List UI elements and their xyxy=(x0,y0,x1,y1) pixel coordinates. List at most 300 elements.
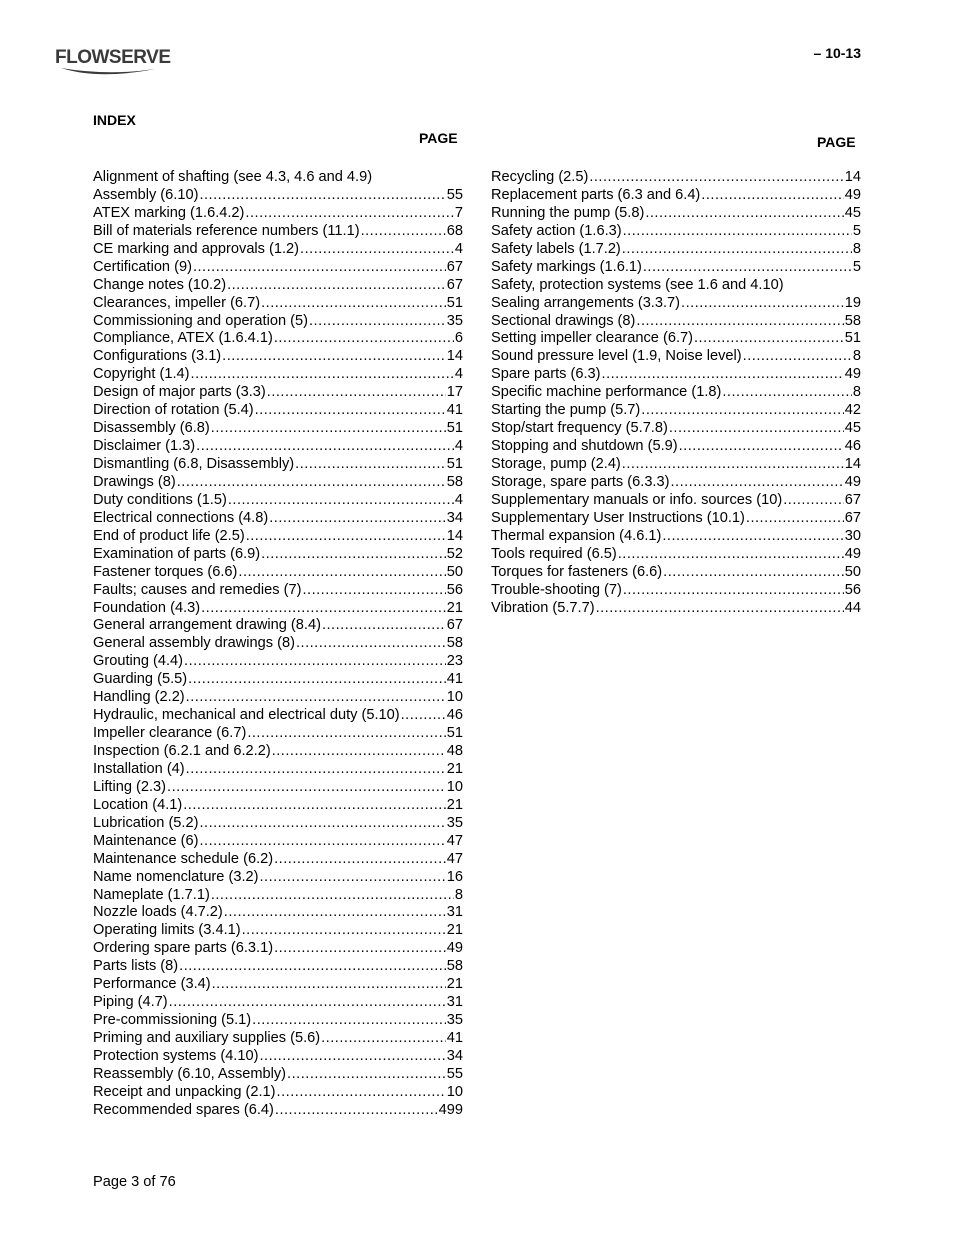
index-entry-page: 14 xyxy=(844,169,861,185)
index-entry-label: Piping (4.7) xyxy=(93,994,168,1011)
index-entry xyxy=(491,420,861,438)
index-entry xyxy=(491,492,861,510)
index-entry xyxy=(93,617,463,635)
index-entry-page: 35 xyxy=(446,1012,463,1029)
index-entry xyxy=(93,725,463,743)
index-entry-label: Configurations (3.1) xyxy=(93,348,222,365)
index-entry-page: 51 xyxy=(446,456,463,472)
dot-leader xyxy=(212,976,446,992)
index-entry-page: 56 xyxy=(844,581,861,598)
index-entry xyxy=(491,241,861,259)
index-entry-page: 47 xyxy=(446,832,463,849)
index-entry-page: 34 xyxy=(446,509,463,526)
dot-leader xyxy=(224,904,446,920)
index-entry-page: 42 xyxy=(844,402,861,419)
dot-leader xyxy=(321,1030,446,1046)
index-entry-page: 49 xyxy=(844,186,861,203)
index-entry-page: 51 xyxy=(844,330,861,347)
index-entry xyxy=(491,402,861,420)
index-entry-page: 56 xyxy=(446,581,463,598)
index-entry-page: 58 xyxy=(844,312,861,329)
index-entry-label: Storage, pump (2.4) xyxy=(491,456,621,472)
index-entry xyxy=(93,366,463,384)
index-entry-label: Specific machine performance (1.8) xyxy=(491,384,722,401)
dot-leader xyxy=(287,1066,446,1082)
index-entry xyxy=(93,420,463,438)
index-entry-label: Handling (2.2) xyxy=(93,689,185,706)
index-entry xyxy=(93,277,463,295)
index-entry xyxy=(93,582,463,600)
index-entry-label: Storage, spare parts (6.3.3) xyxy=(491,473,670,490)
index-entry-label: Supplementary manuals or info. sources (10) xyxy=(491,491,783,508)
index-entry xyxy=(93,169,463,187)
index-entry xyxy=(491,582,861,600)
index-entry xyxy=(491,259,861,277)
index-entry-label: Safety labels (1.7.2) xyxy=(491,240,621,257)
index-entry-label: Stop/start frequency (5.7.8) xyxy=(491,420,668,437)
dot-leader xyxy=(622,456,844,472)
index-entry-label: Ordering spare parts (6.3.1) xyxy=(93,940,274,957)
index-entry-label: General arrangement drawing (8.4) xyxy=(93,617,321,634)
index-entry-page: 8 xyxy=(852,348,861,365)
index-entry xyxy=(93,600,463,618)
index-entry-label: End of product life (2.5) xyxy=(93,527,245,544)
page-column-header-left: PAGE xyxy=(419,130,458,146)
dot-leader xyxy=(322,617,446,633)
index-column-right xyxy=(491,169,861,617)
index-entry-label: CE marking and approvals (1.2) xyxy=(93,240,300,257)
index-entry-label: Direction of rotation (5.4) xyxy=(93,402,254,419)
dot-leader xyxy=(199,833,445,849)
index-entry-label: Starting the pump (5.7) xyxy=(491,402,641,419)
index-entry-label: Performance (3.4) xyxy=(93,976,211,993)
dot-leader xyxy=(238,564,445,580)
index-entry-label: Examination of parts (6.9) xyxy=(93,545,261,562)
index-entry-page: 8 xyxy=(852,384,861,401)
dot-leader xyxy=(277,1084,446,1100)
index-entry xyxy=(93,384,463,402)
index-entry-page: 4 xyxy=(454,366,463,383)
index-entry-label: Priming and auxiliary supplies (5.6) xyxy=(93,1030,321,1046)
index-entry-page: 8 xyxy=(852,240,861,257)
index-entry-label: Maintenance (6) xyxy=(93,832,199,849)
index-entry xyxy=(491,600,861,618)
index-entry-label: Location (4.1) xyxy=(93,796,183,813)
index-entry-page: 51 xyxy=(446,725,463,742)
index-entry-label: Disclaimer (1.3) xyxy=(93,438,196,455)
document-reference: – 10-13 xyxy=(813,45,861,61)
index-entry xyxy=(491,510,861,528)
dot-leader xyxy=(211,887,454,903)
dot-leader xyxy=(179,958,446,974)
index-entry-label: Tools required (6.5) xyxy=(491,545,617,562)
index-entry-label: Pre-commissioning (5.1) xyxy=(93,1012,252,1029)
index-entry xyxy=(93,438,463,456)
index-entry-label: Disassembly (6.8) xyxy=(93,420,210,437)
index-entry xyxy=(491,384,861,402)
index-entry xyxy=(491,205,861,223)
index-entry-page: 499 xyxy=(438,1101,463,1118)
index-entry-page: 35 xyxy=(446,312,463,329)
index-entry xyxy=(93,869,463,887)
index-entry-label: Trouble-shooting (7) xyxy=(491,581,622,598)
index-entry-label: Lubrication (5.2) xyxy=(93,814,199,831)
index-entry-label: Compliance, ATEX (1.6.4.1) xyxy=(93,330,273,347)
dot-leader xyxy=(186,689,446,705)
index-entry xyxy=(93,1084,463,1102)
index-entry-label: Sectional drawings (8) xyxy=(491,312,636,329)
index-entry xyxy=(93,743,463,761)
index-entry-page: 34 xyxy=(446,1047,463,1064)
index-entry xyxy=(93,887,463,905)
index-entry xyxy=(491,223,861,241)
index-entry xyxy=(491,348,861,366)
index-entry xyxy=(93,492,463,510)
logo-wordmark: FLOWSERVE xyxy=(55,47,171,68)
dot-leader xyxy=(618,546,844,562)
index-entry xyxy=(491,313,861,331)
dot-leader xyxy=(242,922,446,938)
index-entry-label: Installation (4) xyxy=(93,760,185,777)
dot-leader xyxy=(670,474,843,490)
index-entry xyxy=(93,635,463,653)
index-entry xyxy=(93,994,463,1012)
index-entry-label: Guarding (5.5) xyxy=(93,671,188,688)
index-entry-label: Drawings (8) xyxy=(93,473,176,490)
index-entry-page: 51 xyxy=(446,420,463,437)
index-entry-label: Operating limits (3.4.1) xyxy=(93,922,241,939)
index-entry-label: Electrical connections (4.8) xyxy=(93,509,269,526)
index-entry-page: 21 xyxy=(446,796,463,813)
dot-leader xyxy=(636,313,843,329)
index-entry-label: Sound pressure level (1.9, Noise level) xyxy=(491,348,742,365)
index-entry-label: Design of major parts (3.3) xyxy=(93,384,266,401)
index-entry-label: Protection systems (4.10) xyxy=(93,1047,259,1064)
index-entry-label: Fastener torques (6.6) xyxy=(93,563,238,580)
index-entry xyxy=(93,1030,463,1048)
index-entry-label: Maintenance schedule (6.2) xyxy=(93,850,274,867)
index-entry-label: Running the pump (5.8) xyxy=(491,204,645,221)
index-entry-label: Certification (9) xyxy=(93,258,192,275)
index-entry xyxy=(93,295,463,313)
index-entry-page: 49 xyxy=(446,940,463,957)
index-entry xyxy=(93,474,463,492)
dot-leader xyxy=(184,653,446,669)
index-entry xyxy=(93,797,463,815)
dot-leader xyxy=(267,384,446,400)
index-entry-label: Duty conditions (1.5) xyxy=(93,491,227,508)
index-entry-page: 6 xyxy=(454,330,463,347)
dot-leader xyxy=(211,420,446,436)
index-entry-label: Spare parts (6.3) xyxy=(491,366,601,383)
dot-leader xyxy=(247,725,445,741)
index-entry xyxy=(93,958,463,976)
index-entry-page: 21 xyxy=(446,976,463,993)
index-entry xyxy=(93,976,463,994)
index-entry-label: Impeller clearance (6.7) xyxy=(93,725,247,742)
dot-leader xyxy=(177,474,446,490)
index-entry-page: 10 xyxy=(446,778,463,795)
index-entry xyxy=(491,546,861,564)
dot-leader xyxy=(641,402,844,418)
dot-leader xyxy=(252,1012,446,1028)
index-entry-page: 50 xyxy=(844,563,861,580)
index-entry-page: 31 xyxy=(446,994,463,1011)
index-entry xyxy=(491,277,861,295)
index-entry xyxy=(93,1012,463,1030)
index-entry-page: 46 xyxy=(446,707,463,724)
index-entry xyxy=(93,330,463,348)
index-entry-page: 58 xyxy=(446,635,463,652)
index-entry xyxy=(93,259,463,277)
index-entry-page: 55 xyxy=(446,186,463,203)
index-entry-label: General assembly drawings (8) xyxy=(93,635,295,652)
index-entry-label: Alignment of shafting (see 4.3, 4.6 and 4.9) xyxy=(93,169,373,185)
index-entry-page: 23 xyxy=(446,653,463,670)
index-entry-label: Safety markings (1.6.1) xyxy=(491,258,642,275)
dot-leader xyxy=(663,564,844,580)
index-entry-page: 67 xyxy=(446,276,463,293)
index-entry-label: Hydraulic, mechanical and electrical duty (5.10) xyxy=(93,707,400,724)
flowserve-logo xyxy=(55,48,171,80)
index-entry-label: Grouting (4.4) xyxy=(93,653,184,670)
dot-leader xyxy=(645,205,843,221)
index-entry-label: Dismantling (6.8, Disassembly) xyxy=(93,456,295,472)
dot-leader xyxy=(246,528,446,544)
dot-leader xyxy=(191,366,454,382)
dot-leader xyxy=(255,402,446,418)
index-entry-page: 45 xyxy=(844,420,861,437)
index-entry xyxy=(93,689,463,707)
dot-leader xyxy=(300,241,454,257)
index-entry xyxy=(491,330,861,348)
index-entry-page: 5 xyxy=(852,258,861,275)
dot-leader xyxy=(783,492,844,508)
dot-leader xyxy=(196,438,454,454)
dot-leader xyxy=(188,671,446,687)
dot-leader xyxy=(669,420,844,436)
index-entry xyxy=(93,707,463,725)
index-entry xyxy=(93,833,463,851)
index-entry-page: 55 xyxy=(446,1065,463,1082)
index-entry-label: Thermal expansion (4.6.1) xyxy=(491,527,662,544)
index-entry-label: Nameplate (1.7.1) xyxy=(93,886,210,903)
index-entry-page: 30 xyxy=(844,527,861,544)
index-entry-page: 68 xyxy=(446,222,463,239)
index-entry-page: 7 xyxy=(454,204,463,221)
index-entry xyxy=(93,187,463,205)
index-entry xyxy=(491,456,861,474)
index-entry-label: Safety, protection systems (see 1.6 and 4.10) xyxy=(491,276,784,293)
index-entry xyxy=(93,815,463,833)
index-entry-label: Clearances, impeller (6.7) xyxy=(93,294,261,311)
index-entry-page: 50 xyxy=(446,563,463,580)
index-entry xyxy=(93,313,463,331)
dot-leader xyxy=(169,994,446,1010)
dot-leader xyxy=(296,635,446,651)
index-entry-label: Bill of materials reference numbers (11.1) xyxy=(93,222,360,239)
dot-leader xyxy=(302,582,445,598)
dot-leader xyxy=(596,600,844,616)
index-column-left xyxy=(93,169,463,1120)
index-entry-label: Name nomenclature (3.2) xyxy=(93,868,259,885)
index-entry-page: 14 xyxy=(844,456,861,472)
index-entry xyxy=(491,169,861,187)
dot-leader xyxy=(643,259,852,275)
dot-leader xyxy=(681,295,844,311)
index-entry-label: Change notes (10.2) xyxy=(93,276,227,293)
index-entry-page: 51 xyxy=(446,294,463,311)
dot-leader xyxy=(694,330,844,346)
dot-leader xyxy=(743,348,852,364)
index-entry-page: 17 xyxy=(446,384,463,401)
dot-leader xyxy=(228,492,454,508)
index-entry-page: 19 xyxy=(844,294,861,311)
index-entry-page: 67 xyxy=(446,617,463,634)
index-entry xyxy=(491,438,861,456)
index-entry xyxy=(93,528,463,546)
index-entry-page: 41 xyxy=(446,671,463,688)
index-entry-page: 10 xyxy=(446,689,463,706)
dot-leader xyxy=(589,169,843,185)
index-entry-page: 49 xyxy=(844,366,861,383)
index-entry xyxy=(491,474,861,492)
index-entry-page: 21 xyxy=(446,760,463,777)
index-entry xyxy=(93,546,463,564)
index-entry-label: Stopping and shutdown (5.9) xyxy=(491,438,678,455)
dot-leader xyxy=(309,313,446,329)
index-entry-label: Setting impeller clearance (6.7) xyxy=(491,330,693,347)
index-entry-label: Faults; causes and remedies (7) xyxy=(93,581,302,598)
index-entry-page: 47 xyxy=(446,850,463,867)
dot-leader xyxy=(227,277,446,293)
index-entry-page: 8 xyxy=(454,886,463,903)
index-entry xyxy=(93,1066,463,1084)
index-entry xyxy=(93,761,463,779)
index-entry-label: Copyright (1.4) xyxy=(93,366,190,383)
index-entry-page: 35 xyxy=(446,814,463,831)
index-entry-page: 45 xyxy=(844,204,861,221)
dot-leader xyxy=(622,241,852,257)
dot-leader xyxy=(222,348,446,364)
index-entry-page: 4 xyxy=(454,491,463,508)
dot-leader xyxy=(295,456,446,472)
index-entry-label: Supplementary User Instructions (10.1) xyxy=(491,509,745,526)
index-entry-label: Replacement parts (6.3 and 6.4) xyxy=(491,186,701,203)
index-entry xyxy=(93,940,463,958)
index-entry xyxy=(93,653,463,671)
index-entry-label: Recycling (2.5) xyxy=(491,169,589,185)
dot-leader xyxy=(193,259,446,275)
index-entry xyxy=(93,1048,463,1066)
dot-leader xyxy=(274,940,446,956)
index-entry-page: 67 xyxy=(844,491,861,508)
index-entry-label: Parts lists (8) xyxy=(93,958,179,975)
index-entry-label: ATEX marking (1.6.4.2) xyxy=(93,204,245,221)
dot-leader xyxy=(623,223,852,239)
index-title: INDEX xyxy=(93,112,136,128)
index-entry xyxy=(491,366,861,384)
dot-leader xyxy=(274,330,454,346)
index-entry xyxy=(93,241,463,259)
index-entry xyxy=(93,779,463,797)
index-entry-page: 14 xyxy=(446,348,463,365)
dot-leader xyxy=(245,205,453,221)
dot-leader xyxy=(269,510,446,526)
dot-leader xyxy=(201,600,446,616)
index-entry-page: 4 xyxy=(454,240,463,257)
dot-leader xyxy=(199,187,445,203)
index-entry-page: 48 xyxy=(446,743,463,759)
dot-leader xyxy=(662,528,843,544)
index-entry xyxy=(93,564,463,582)
dot-leader xyxy=(259,1048,445,1064)
index-entry xyxy=(491,295,861,313)
dot-leader xyxy=(679,438,844,454)
index-entry-label: Assembly (6.10) xyxy=(93,186,199,203)
dot-leader xyxy=(183,797,446,813)
index-entry-label: Recommended spares (6.4) xyxy=(93,1101,274,1118)
index-entry-label: Torques for fasteners (6.6) xyxy=(491,563,663,580)
index-entry xyxy=(491,528,861,546)
dot-leader xyxy=(261,546,446,562)
index-entry xyxy=(491,564,861,582)
index-entry-label: Commissioning and operation (5) xyxy=(93,312,308,329)
index-entry xyxy=(93,904,463,922)
index-entry-label: Sealing arrangements (3.3.7) xyxy=(491,294,681,311)
dot-leader xyxy=(722,384,852,400)
index-entry-label: Nozzle loads (4.7.2) xyxy=(93,904,223,921)
index-entry-page: 31 xyxy=(446,904,463,921)
index-entry-label: Safety action (1.6.3) xyxy=(491,222,622,239)
dot-leader xyxy=(275,1102,438,1118)
index-entry xyxy=(93,851,463,869)
dot-leader xyxy=(274,851,446,867)
index-entry-page: 58 xyxy=(446,473,463,490)
index-entry-page: 10 xyxy=(446,1083,463,1100)
dot-leader xyxy=(746,510,844,526)
index-entry-label: Foundation (4.3) xyxy=(93,599,201,616)
index-entry xyxy=(93,348,463,366)
dot-leader xyxy=(602,366,844,382)
index-entry-page: 58 xyxy=(446,958,463,975)
index-entry-page: 67 xyxy=(844,509,861,526)
index-entry-page: 67 xyxy=(446,258,463,275)
index-entry-page: 41 xyxy=(446,1030,463,1046)
index-entry-label: Receipt and unpacking (2.1) xyxy=(93,1083,276,1100)
dot-leader xyxy=(623,582,844,598)
index-entry-label: Vibration (5.7.7) xyxy=(491,599,595,616)
index-entry-page: 49 xyxy=(844,473,861,490)
dot-leader xyxy=(401,707,446,723)
dot-leader xyxy=(186,761,446,777)
index-entry-page: 49 xyxy=(844,545,861,562)
index-entry-label: Lifting (2.3) xyxy=(93,778,167,795)
index-entry xyxy=(93,402,463,420)
dot-leader xyxy=(701,187,843,203)
index-entry-label: Inspection (6.2.1 and 6.2.2) xyxy=(93,743,271,759)
index-entry-page: 5 xyxy=(852,222,861,239)
index-entry xyxy=(93,671,463,689)
index-entry-page: 21 xyxy=(446,922,463,939)
index-entry xyxy=(93,1102,463,1120)
index-entry xyxy=(93,922,463,940)
index-entry xyxy=(93,223,463,241)
dot-leader xyxy=(199,815,445,831)
page-column-header-right: PAGE xyxy=(817,134,856,150)
index-entry-page: 44 xyxy=(844,599,861,616)
dot-leader xyxy=(167,779,446,795)
